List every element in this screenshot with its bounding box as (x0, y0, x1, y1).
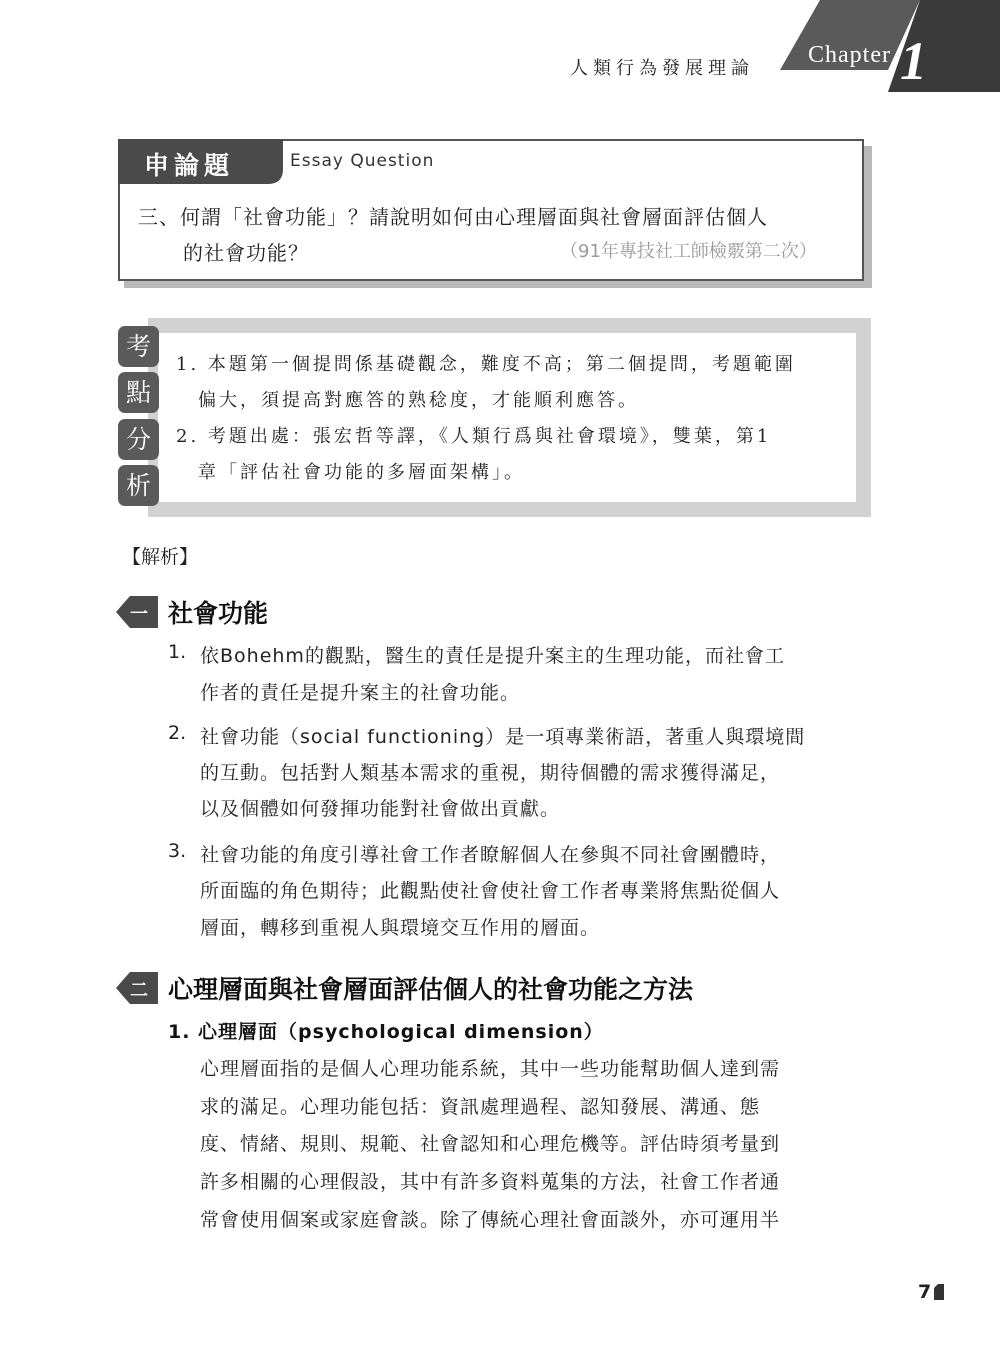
page-marker-icon (934, 1284, 944, 1300)
paragraph-line: 度、情緒、規則、規範、社會認知和心理危機等。評估時須考量到 (200, 1133, 781, 1155)
paragraph-line: 的互動。包括對人類基本需求的重視，期待個體的需求獲得滿足， (200, 762, 781, 784)
key-points-char: 點 (118, 372, 159, 413)
paragraph-line: 求的滿足。心理功能包括：資訊處理過程、認知發展、溝通、態 (200, 1096, 761, 1118)
chapter-label: Chapter (808, 42, 891, 68)
key-points-char: 析 (118, 465, 159, 506)
paragraph-line: 心理層面指的是個人心理功能系統，其中一些功能幫助個人達到需 (200, 1058, 781, 1080)
section-badge-char: 二 (130, 980, 148, 1001)
section-title-1: 社會功能 (168, 599, 269, 628)
paragraph-line: 常會使用個案或家庭會談。除了傳統心理社會面談外，亦可運用半 (200, 1209, 781, 1231)
item-number: 1. (168, 641, 187, 663)
question-line-2: 的社會功能？ (183, 241, 309, 265)
item-number: 3. (168, 840, 187, 862)
key-points-char: 分 (118, 419, 159, 460)
chapter-number: 1 (900, 31, 927, 91)
question-line-1: 三、何謂「社會功能」？請說明如何由心理層面與社會層面評估個人 (138, 205, 768, 229)
essay-tab-label: 申論題 (144, 151, 235, 180)
paragraph-line: 作者的責任是提升案主的社會功能。 (200, 682, 521, 704)
key-point-line: 1. 本題第一個提問係基礎觀念，難度不高；第二個提問，考題範圍 (176, 354, 796, 375)
paragraph-line: 社會功能的角度引導社會工作者瞭解個人在參與不同社會團體時， (200, 844, 781, 866)
paragraph-line: 許多相關的心理假設，其中有許多資料蒐集的方法，社會工作者通 (200, 1171, 781, 1193)
sub-title: 1. 心理層面（psychological dimension） (168, 1021, 604, 1043)
analysis-label: 【解析】 (122, 546, 199, 568)
key-point-line: 章「評估社會功能的多層面架構」。 (198, 462, 525, 483)
paragraph-line: 社會功能（social functioning）是一項專業術語，著重人與環境間 (200, 726, 806, 748)
essay-tab-english: Essay Question (290, 151, 435, 171)
paragraph-line: 層面，轉移到重視人與環境交互作用的層面。 (200, 917, 601, 939)
key-point-line: 2. 考題出處：張宏哲等譯，《人類行爲與社會環境》，雙葉，第1 (176, 426, 772, 447)
running-head: 人類行為發展理論 (570, 58, 754, 79)
paragraph-line: 依Bohehm的觀點，醫生的責任是提升案主的生理功能，而社會工 (200, 645, 785, 667)
section-badge-char: 一 (130, 604, 148, 625)
item-number: 2. (168, 722, 187, 744)
key-points-char: 考 (118, 326, 159, 367)
page-number: 7 (918, 1281, 932, 1303)
paragraph-line: 所面臨的角色期待；此觀點使社會使社會工作者專業將焦點從個人 (200, 880, 781, 902)
section-title-2: 心理層面與社會層面評估個人的社會功能之方法 (168, 975, 694, 1004)
paragraph-line: 以及個體如何發揮功能對社會做出貢獻。 (200, 798, 561, 820)
key-point-line: 偏大，須提高對應答的熟稔度，才能順利應答。 (198, 390, 639, 411)
question-source: （91年專技社工師檢覈第二次） (560, 241, 817, 262)
